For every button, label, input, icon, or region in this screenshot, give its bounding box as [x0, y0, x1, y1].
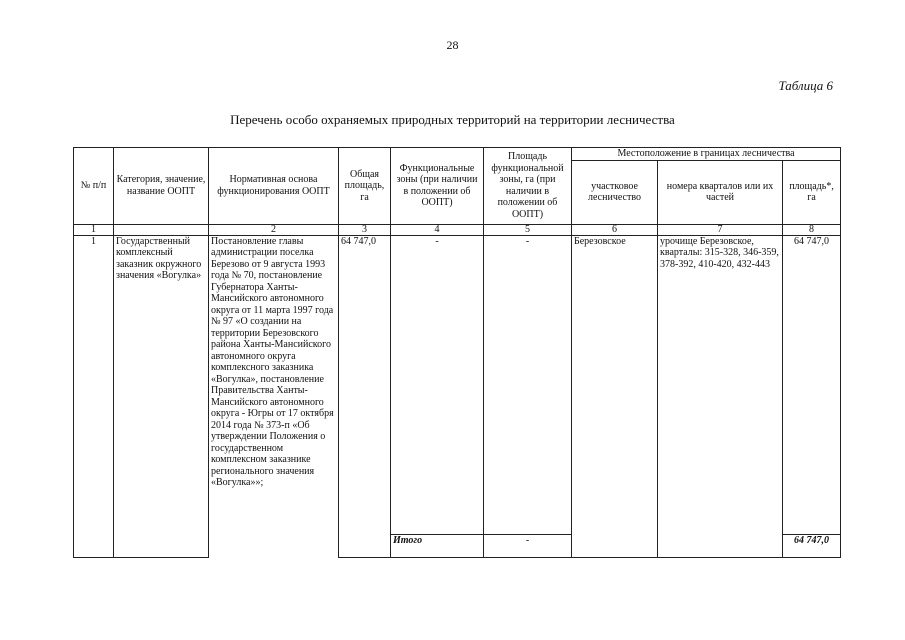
header-quarters: номера кварталов или их частей	[658, 160, 783, 224]
table-row	[74, 235, 841, 534]
header-total-area: Общая площадь, га	[339, 148, 391, 225]
column-number: 3	[339, 224, 391, 235]
header-num: № п/п	[74, 148, 114, 225]
cell-district-forestry: Березовское	[572, 235, 658, 557]
header-area: площадь*, га	[783, 160, 841, 224]
column-number: 5	[484, 224, 572, 235]
header-location-group: Местоположение в границах лесничества	[572, 148, 841, 161]
table-label: Таблица 6	[778, 78, 833, 93]
total-area: 64 747,0	[783, 534, 841, 557]
column-number: 8	[783, 224, 841, 235]
column-number: 4	[391, 224, 484, 235]
column-number: 1	[74, 224, 114, 235]
total-label: Итого	[391, 534, 484, 557]
header-district-forestry: участковое лесничество	[572, 160, 658, 224]
cell-zone-area: -	[484, 235, 572, 534]
column-number-row	[74, 224, 841, 235]
document-title: Перечень особо охраняемых природных территорий на территории лесничества	[230, 112, 675, 127]
header-category: Категория, значение, название ООПТ	[114, 148, 209, 225]
cell-functional-zones: -	[391, 235, 484, 534]
column-number: 2	[209, 224, 339, 235]
cell-category: Государственный комплексный заказник окружного значения «Вогулка»	[114, 235, 209, 557]
cell-basis: Постановление главы администрации поселка Березово от 9 августа 1993 года № 70, постановление Губернатора Ханты-Мансийского автономного округа от 11 марта 1997 года № 97 «О создании на территории Березовского района Ханты-Мансийского автономного округа комплексного заказника «Вогулка», постановление Правительства Ханты-Мансийского автономного округа - Югры от 17 октября 2014 года № 373-п «Об утверждении Положения о государственном комплексном заказнике регионального значения «Вогулка»»;	[209, 235, 339, 557]
total-zone-area: -	[484, 534, 572, 557]
protected-areas-table	[73, 147, 841, 558]
header-zone-area: Площадь функциональной зоны, га (при наличии в положении об ООПТ)	[484, 148, 572, 225]
cell-total-area: 64 747,0	[339, 235, 391, 557]
cell-num: 1	[74, 235, 114, 557]
header-functional-zones: Функциональные зоны (при наличии в положении об ООПТ)	[391, 148, 484, 225]
column-number: 6	[572, 224, 658, 235]
column-number: 7	[658, 224, 783, 235]
cell-area: 64 747,0	[783, 235, 841, 534]
header-basis: Нормативная основа функционирования ООПТ	[209, 148, 339, 225]
page-number: 28	[446, 38, 459, 52]
cell-quarters: урочище Березовское, кварталы: 315-328, 346-359, 378-392, 410-420, 432-443	[658, 235, 783, 557]
column-number	[114, 224, 209, 235]
